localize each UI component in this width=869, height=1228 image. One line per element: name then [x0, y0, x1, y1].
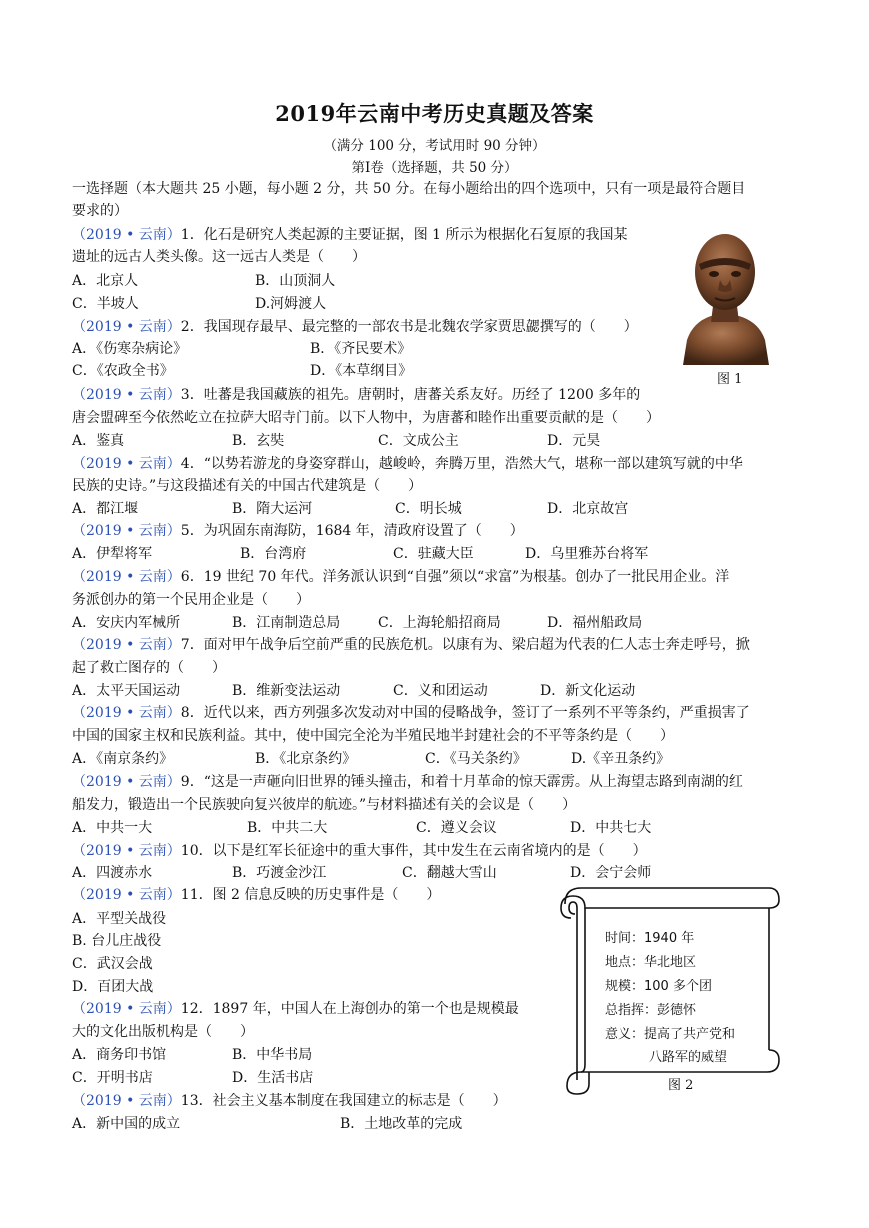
question-6: （2019 • 云南）6．19 世纪 70 年代。洋务派认识到“自强”须以“求富”为根基。创办了一批民用企业。洋: [72, 569, 730, 585]
figure-2-line-time: 时间：1940 年: [605, 931, 695, 946]
figure-1-fossil-bust-image: [675, 230, 775, 365]
q2-option-c: C．《农政全书》: [72, 363, 174, 379]
q6-option-a: A．安庆内军械所: [72, 615, 181, 631]
q2-option-b: B．《齐民要术》: [310, 341, 412, 357]
q6-option-d: D．福州船政局: [547, 615, 643, 631]
q6-option-b: B．江南制造总局: [232, 615, 341, 631]
q5-option-d: D．乌里雅苏台将军: [525, 546, 649, 562]
q5-option-b: B．台湾府: [240, 546, 307, 562]
question-9: （2019 • 云南）9．“这是一声砸向旧世界的锤头撞击，和着十月革命的惊天霹雳。从上海望志路到南湖的红: [72, 774, 743, 790]
q7-option-d: D．新文化运动: [540, 683, 636, 699]
figure-2-line-place: 地点：华北地区: [605, 955, 697, 970]
q3-option-c: C．文成公主: [378, 433, 459, 449]
question-5: （2019 • 云南）5．为巩固东南海防，1684 年，清政府设置了（ ）: [72, 523, 524, 539]
q12-option-a: A．商务印书馆: [72, 1047, 167, 1063]
question-source-tag: （2019 • 云南）: [72, 227, 181, 243]
q8-option-a: A．《南京条约》: [72, 751, 174, 767]
question-4-line-2: 民族的史诗。”与这段描述有关的中国古代建筑是（ ）: [72, 478, 423, 494]
q11-option-d: D．百团大战: [72, 979, 154, 995]
q9-option-d: D．中共七大: [570, 820, 652, 836]
q5-option-a: A．伊犁将军: [72, 546, 153, 562]
question-11: （2019 • 云南）11．图 2 信息反映的历史事件是（ ）: [72, 887, 441, 903]
question-6-line-2: 务派创办的第一个民用企业是（ ）: [72, 592, 310, 608]
q9-option-a: A．中共一大: [72, 820, 153, 836]
q3-option-d: D．元昊: [547, 433, 601, 449]
q7-option-b: B．维新变法运动: [232, 683, 341, 699]
q3-option-b: B．玄奘: [232, 433, 285, 449]
question-10: （2019 • 云南）10．以下是红军长征途中的重大事件，其中发生在云南省境内的是（ ）: [72, 843, 647, 859]
q6-option-c: C．上海轮船招商局: [378, 615, 501, 631]
q12-option-c: C．开明书店: [72, 1070, 153, 1086]
q8-option-c: C．《马关条约》: [425, 751, 527, 767]
q10-option-b: B．巧渡金沙江: [232, 865, 327, 881]
q9-option-b: B．中共二大: [247, 820, 328, 836]
figure-2-line-significance-2: 八路军的威望: [649, 1050, 728, 1065]
question-2: （2019 • 云南）2．我国现存最早、最完整的一部农书是北魏农学家贾思勰撰写的（ ）: [72, 319, 638, 335]
figure-2-scroll-image: [557, 880, 785, 1100]
q7-option-a: A．太平天国运动: [72, 683, 181, 699]
q2-option-d: D．《本草纲目》: [310, 363, 413, 379]
subtitle: （满分 100 分，考试用时 90 分钟）: [323, 138, 546, 154]
question-7: （2019 • 云南）7．面对甲午战争后空前严重的民族危机。以康有为、梁启超为代表的仁人志士奔走呼号，掀: [72, 637, 750, 653]
instructions-line-2: 要求的）: [72, 203, 128, 219]
instructions-line-1: 一选择题（本大题共 25 小题，每小题 2 分，共 50 分。在每小题给出的四个选项中，只有一项是最符合题目: [72, 181, 746, 197]
q11-option-a: A．平型关战役: [72, 911, 167, 927]
q8-option-b: B．《北京条约》: [255, 751, 357, 767]
figure-2-line-significance: 意义：提高了共产党和: [605, 1027, 736, 1042]
q7-option-c: C．义和团运动: [393, 683, 488, 699]
q1-option-c: C．半坡人: [72, 296, 139, 312]
q1-option-b: B．山顶洞人: [255, 273, 336, 289]
question-1-line-2: 遗址的远古人类头像。这一远古人类是（ ）: [72, 249, 366, 265]
q10-option-a: A．四渡赤水: [72, 865, 153, 881]
question-12: （2019 • 云南）12．1897 年，中国人在上海创办的第一个也是规模最: [72, 1001, 519, 1017]
q11-option-c: C．武汉会战: [72, 956, 153, 972]
section-heading: 第Ⅰ卷（选择题，共 50 分）: [351, 160, 518, 176]
figure-2-line-scale: 规模：100 多个团: [605, 979, 712, 994]
question-7-line-2: 起了救亡图存的（ ）: [72, 660, 226, 676]
question-13: （2019 • 云南）13．社会主义基本制度在我国建立的标志是（ ）: [72, 1093, 507, 1109]
q4-option-c: C．明长城: [395, 501, 462, 517]
question-4: （2019 • 云南）4．“以势若游龙的身姿穿群山，越峻岭，奔腾万里，浩然大气，堪称一部以建筑写就的中华: [72, 456, 743, 472]
question-8: （2019 • 云南）8．近代以来，西方列强多次发动对中国的侵略战争，签订了一系列不平等条约，严重损害了: [72, 705, 750, 721]
question-9-line-2: 船发力，锻造出一个民族驶向复兴彼岸的航迹。”与材料描述有关的会议是（ ）: [72, 797, 577, 813]
question-3: （2019 • 云南）3．吐蕃是我国藏族的祖先。唐朝时，唐蕃关系友好。历经了 1200 多年的: [72, 387, 641, 403]
q8-option-d: D.《辛丑条约》: [571, 751, 671, 767]
q3-option-a: A．鉴真: [72, 433, 125, 449]
q10-option-c: C．翻越大雪山: [402, 865, 497, 881]
q4-option-d: D．北京故宫: [547, 501, 629, 517]
q1-option-d: D.河姆渡人: [255, 296, 327, 312]
q2-option-a: A．《伤寒杂病论》: [72, 341, 188, 357]
question-8-line-2: 中国的国家主权和民族利益。其中，使中国完全沦为半殖民地半封建社会的不平等条约是（ ）: [72, 728, 674, 744]
figure-2-line-commander: 总指挥：彭德怀: [605, 1003, 697, 1018]
question-12-line-2: 大的文化出版机构是（ ）: [72, 1024, 254, 1040]
q13-option-b: B．土地改革的完成: [340, 1116, 463, 1132]
q5-option-c: C．驻藏大臣: [393, 546, 474, 562]
question-1: （2019 • 云南）1．化石是研究人类起源的主要证据，图 1 所示为根据化石复原的我国某: [72, 227, 628, 243]
figure-1-caption: 图 1: [717, 372, 743, 387]
q1-option-a: A．北京人: [72, 273, 139, 289]
q9-option-c: C．遵义会议: [416, 820, 497, 836]
q11-option-b: B. 台儿庄战役: [72, 933, 162, 949]
q10-option-d: D．会宁会师: [570, 865, 652, 881]
page-title: 2019年云南中考历史真题及答案: [275, 101, 594, 126]
q12-option-d: D．生活书店: [232, 1070, 314, 1086]
q13-option-a: A．新中国的成立: [72, 1116, 181, 1132]
figure-2-caption: 图 2: [668, 1078, 694, 1093]
question-3-line-2: 唐会盟碑至今依然屹立在拉萨大昭寺门前。以下人物中，为唐蕃和睦作出重要贡献的是（ ）: [72, 410, 660, 426]
q12-option-b: B．中华书局: [232, 1047, 313, 1063]
q4-option-a: A．都江堰: [72, 501, 139, 517]
q4-option-b: B．隋大运河: [232, 501, 313, 517]
